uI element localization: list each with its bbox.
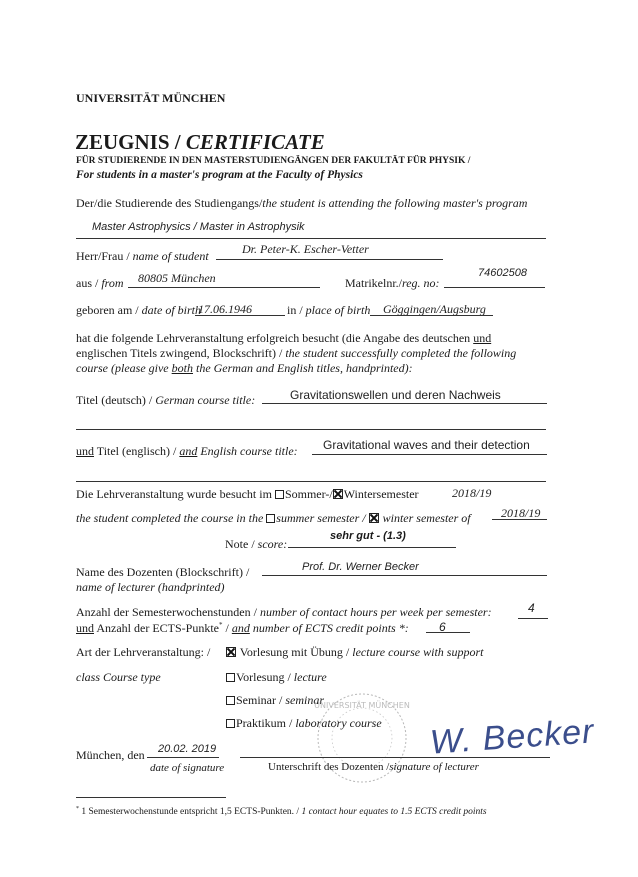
signature-line [240,757,550,758]
course-type-opt4: Praktikum / laboratory course [226,716,382,731]
hours-label: Anzahl der Semesterwochenstunden / number of contact hours per week per semester: [76,605,492,619]
title-de-line [262,403,547,404]
ects-label: und Anzahl der ECTS-Punkte* / and number of ECTS credit points *: [76,621,409,635]
university-name: UNIVERSITÄT MÜNCHEN [76,91,226,105]
certificate-title: ZEUGNIS / CERTIFICATE [75,130,325,154]
summer-checkbox-de[interactable] [275,490,284,499]
seminar-checkbox[interactable] [226,696,235,705]
instruction-line-3: course (please give both the German and English titles, handprinted): [76,361,413,375]
program-value: Master Astrophysics / Master in Astrophysik [92,221,305,233]
reg-line [444,287,545,288]
title-en-value: Gravitational waves and their detection [323,438,530,452]
course-type-label-en: class Course type [76,670,161,684]
footnote: * 1 Semesterwochenstunde entspricht 1,5 ECTS-Punkten. / 1 contact hour equates to 1.5 ECTS credit points [76,806,487,818]
course-type-opt2: Vorlesung / lecture [226,670,327,685]
reg-value: 74602508 [478,267,527,279]
date-caption: date of signature [150,762,225,774]
lecturer-label-en: name of lecturer (handprinted) [76,580,225,594]
lecturer-signature: W. Becker [428,712,596,762]
from-value: 80805 München [138,271,216,285]
instruction-line-2: englischen Titels zwingend, Blockschrift) / the student successfully completed the following [76,346,517,360]
hours-value: 4 [528,601,535,615]
subtitle-de: FÜR STUDIERENDE IN DEN MASTERSTUDIENGÄNGEN DER FAKULTÄT FÜR PHYSIK / [76,156,471,166]
seal-text: UNIVERSITÄT MÜNCHEN [314,701,410,710]
title-en-line-2 [76,481,546,482]
title-de-value: Gravitationswellen und deren Nachweis [290,388,501,402]
title-en-line [312,454,547,455]
date-line [147,757,219,758]
reg-label: Matrikelnr./reg. no: [345,276,440,290]
ects-value: 6 [439,620,446,634]
instruction-line-1: hat die folgende Lehrveranstaltung erfolgreich besucht (die Angabe des deutschen und [76,331,492,345]
title-de-label: Titel (deutsch) / German course title: [76,393,256,407]
from-line [128,287,320,288]
ects-line [426,632,470,633]
winter-checkbox-de[interactable] [333,489,343,499]
student-name-line [216,259,443,260]
birth-label: geboren am / date of birth [76,303,201,317]
course-type-opt1: Vorlesung mit Übung / lecture course with support [226,645,483,660]
student-name-label: Herr/Frau / name of student [76,249,209,263]
place-value: Göggingen/Augsburg [383,302,486,316]
lecturer-line [262,575,547,576]
vorlesung-checkbox[interactable] [226,673,235,682]
subtitle-en: For students in a master's program at the Faculty of Physics [76,169,363,181]
birth-line [195,315,285,316]
winter-checkbox-en[interactable] [369,513,379,523]
semester-en-line [492,519,547,520]
student-name-value: Dr. Peter-K. Escher-Vetter [242,242,369,256]
semester-de-value: 2018/19 [452,486,492,500]
signature-caption: Unterschrift des Dozenten /signature of lecturer [268,761,479,773]
title-en-label: und Titel (englisch) / and English course title: [76,444,298,458]
vorlesung-uebung-checkbox[interactable] [226,647,236,657]
place-label: in / place of birth [287,303,371,317]
hours-line [518,618,548,619]
course-type-opt3: Seminar / seminar [226,693,324,708]
footnote-separator [76,797,226,798]
signature-date-value: 20.02. 2019 [158,743,217,755]
lecturer-label-de: Name des Dozenten (Blockschrift) / [76,565,250,579]
semester-en-value: 2018/19 [501,506,541,520]
from-label: aus / from [76,276,124,290]
program-label: Der/die Studierende des Studiengangs/the student is attending the following master's program [76,196,528,210]
program-line [76,238,546,239]
score-line [288,547,456,548]
praktikum-checkbox[interactable] [226,719,235,728]
course-type-label-de: Art der Lehrveranstaltung: / [76,645,211,659]
university-seal-icon [312,688,412,788]
score-value: sehr gut - (1.3) [330,530,406,542]
summer-checkbox-en[interactable] [266,514,275,523]
score-label: Note / score: [225,537,288,551]
semester-de: Die Lehrveranstaltung wurde besucht im Sommer-/ Wintersemester [76,487,419,501]
semester-en: the student completed the course in the summer semester / winter semester of [76,511,471,525]
place-date-label: München, den [76,748,145,762]
place-line [370,315,493,316]
birth-value: 17.06.1946 [198,302,252,316]
title-de-line-2 [76,429,546,430]
lecturer-value: Prof. Dr. Werner Becker [302,561,419,573]
